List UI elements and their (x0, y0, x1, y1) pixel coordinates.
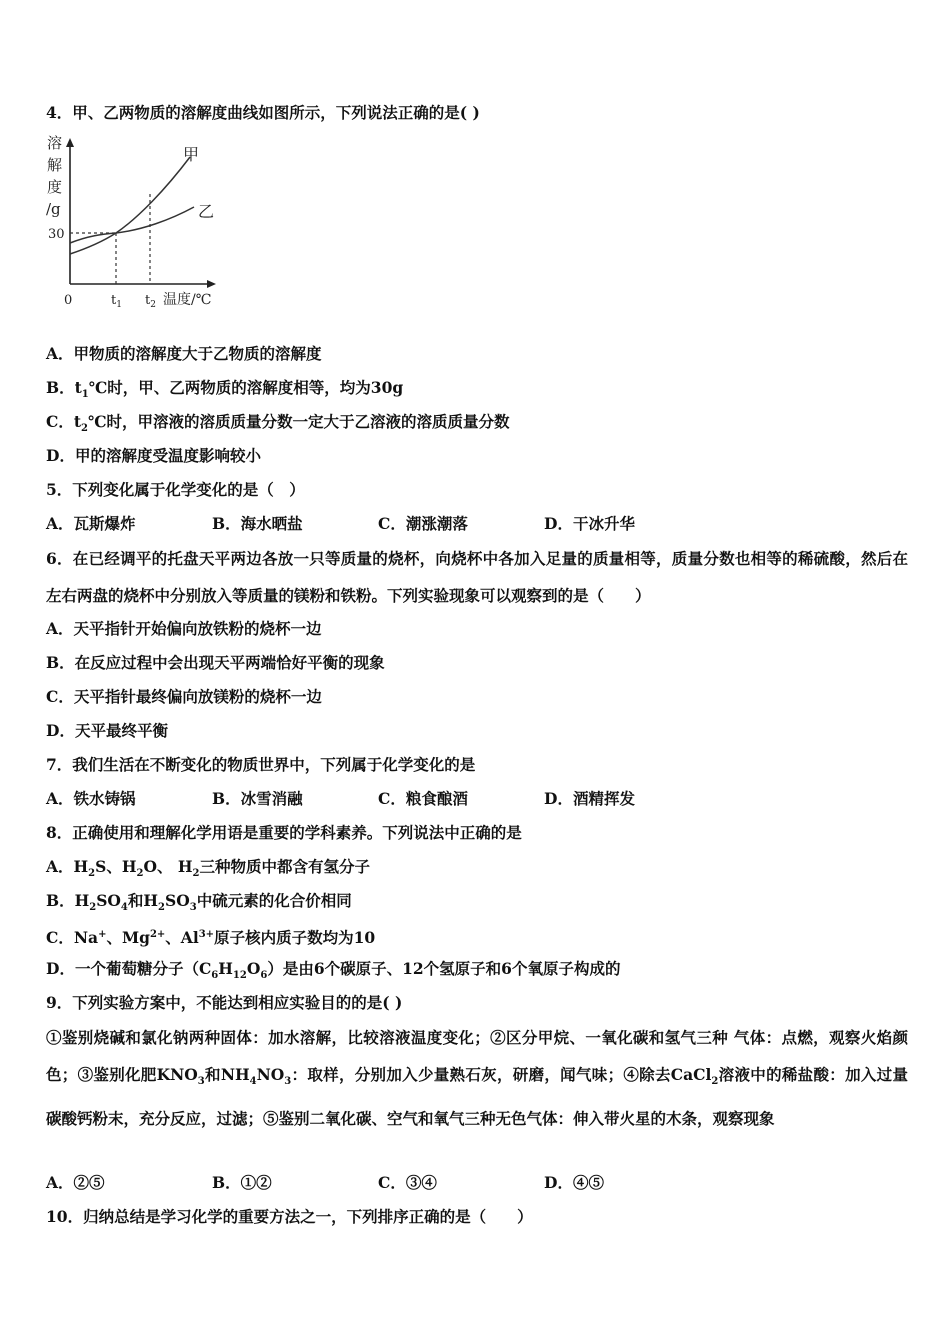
q9-option-d: D．④⑤ (544, 1173, 604, 1192)
q8-option-b: B．$H_2SO_4$和$H_2SO_3$中硫元素的化合价相同 (46, 891, 352, 914)
svg-text:溶: 溶 (47, 134, 63, 152)
curve-jia (70, 157, 190, 254)
x-axis-arrow (207, 280, 216, 288)
q7-option-a: A．铁水铸锅 (46, 789, 136, 808)
curve-yi (70, 207, 194, 243)
svg-text:/g: /g (46, 200, 61, 218)
q6-option-d: D．天平最终平衡 (46, 721, 168, 740)
q6-stem: 6．在已经调平的托盘天平两边各放一只等质量的烧杯，向烧杯中各加入足量的质量相等，质量分数也相等的稀硫酸，然后在左右两盘的烧杯中分别放入等质量的镁粉和铁粉。下列实验现象可以观察到的是（ ） (46, 549, 908, 605)
q8-option-d: D．一个葡萄糖分子$(C_6H_{12}O_6)$是由6个碳原子、12个氢原子和6个氧原子构成的 (46, 959, 621, 982)
x-axis-label: 温度/℃ (163, 292, 212, 308)
q6-option-c: C．天平指针最终偏向放镁粉的烧杯一边 (46, 687, 322, 706)
q5-option-a: A．瓦斯爆炸 (46, 514, 136, 533)
q5-option-d: D．干冰升华 (544, 514, 635, 533)
svg-text:度: 度 (47, 178, 63, 196)
graph-y-label (46, 134, 62, 218)
q4-option-c: C．$t_2℃$时，甲溶液的溶质质量分数一定大于乙溶液的溶质质量分数 (46, 412, 510, 435)
y-value-30: 30 (48, 227, 65, 242)
q9-option-b: B．①② (212, 1173, 272, 1192)
q4-option-d: D．甲的溶解度受温度影响较小 (46, 446, 261, 465)
t2-label: $t_2$ (145, 293, 156, 310)
q9-option-a: A．②⑤ (46, 1173, 105, 1192)
q7-options (46, 789, 710, 809)
q4-option-a: A．甲物质的溶解度大于乙物质的溶解度 (46, 344, 322, 363)
q10-stem: 10．归纳总结是学习化学的重要方法之一，下列排序正确的是（ ） (46, 1207, 533, 1226)
q4-stem: 4．甲、乙两物质的溶解度曲线如图所示，下列说法正确的是( ) (46, 103, 480, 122)
q9-stem: 9．下列实验方案中，不能达到相应实验目的的是( ) (46, 993, 403, 1012)
q4-option-b: B．$t_1℃$时，甲、乙两物质的溶解度相等，均为30g (46, 378, 404, 401)
q6-option-a: A．天平指针开始偏向放铁粉的烧杯一边 (46, 619, 322, 638)
curve-jia-label: 甲 (183, 145, 200, 164)
q7-option-c: C．粮食酿酒 (378, 789, 468, 808)
q9-option-c: C．③④ (378, 1173, 437, 1192)
curve-yi-label: 乙 (198, 202, 215, 221)
solubility-graph (40, 132, 230, 312)
q7-stem: 7．我们生活在不断变化的物质世界中，下列属于化学变化的是 (46, 755, 476, 774)
q9-body: ①鉴别烧碱和氯化钠两种固体：加水溶解，比较溶液温度变化；②区分甲烷、一氧化碳和氢气三种 气体：点燃，观察火焰颜色；③鉴别化肥$KNO_3$和$NH_4NO_3$：取样，分别加入少量熟石灰，研磨，闻气味；④除去CaCl$_2$溶液中的稀盐酸：加入过量碳酸钙粉末，充分反应，过滤；⑤鉴别二氧化碳、空气和氧气三种无色气体：伸入带火星的木条，观察现象 (46, 1028, 908, 1129)
svg-text:解: 解 (47, 156, 63, 174)
origin-label: 0 (64, 293, 73, 308)
q8-option-a: A．$H_2S$、$H_2O$、 $H_2$三种物质中都含有氢分子 (46, 857, 370, 880)
q7-option-d: D．酒精挥发 (544, 789, 635, 808)
q5-options (46, 514, 710, 534)
q5-option-b: B．海水晒盐 (212, 514, 303, 533)
q5-option-c: C．潮涨潮落 (378, 514, 468, 533)
q8-stem: 8．正确使用和理解化学用语是重要的学科素养。下列说法中正确的是 (46, 823, 522, 842)
q8-option-c: C．Na+、$Mg^{2+}$、$Al^{3+}$原子核内质子数均为10 (46, 928, 376, 948)
q9-options (46, 1173, 710, 1193)
q7-option-b: B．冰雪消融 (212, 789, 303, 808)
q5-stem: 5．下列变化属于化学变化的是（ ） (46, 480, 305, 499)
q6-option-b: B．在反应过程中会出现天平两端恰好平衡的现象 (46, 653, 385, 672)
t1-label: $t_1$ (111, 293, 122, 310)
y-axis-arrow (66, 138, 74, 147)
